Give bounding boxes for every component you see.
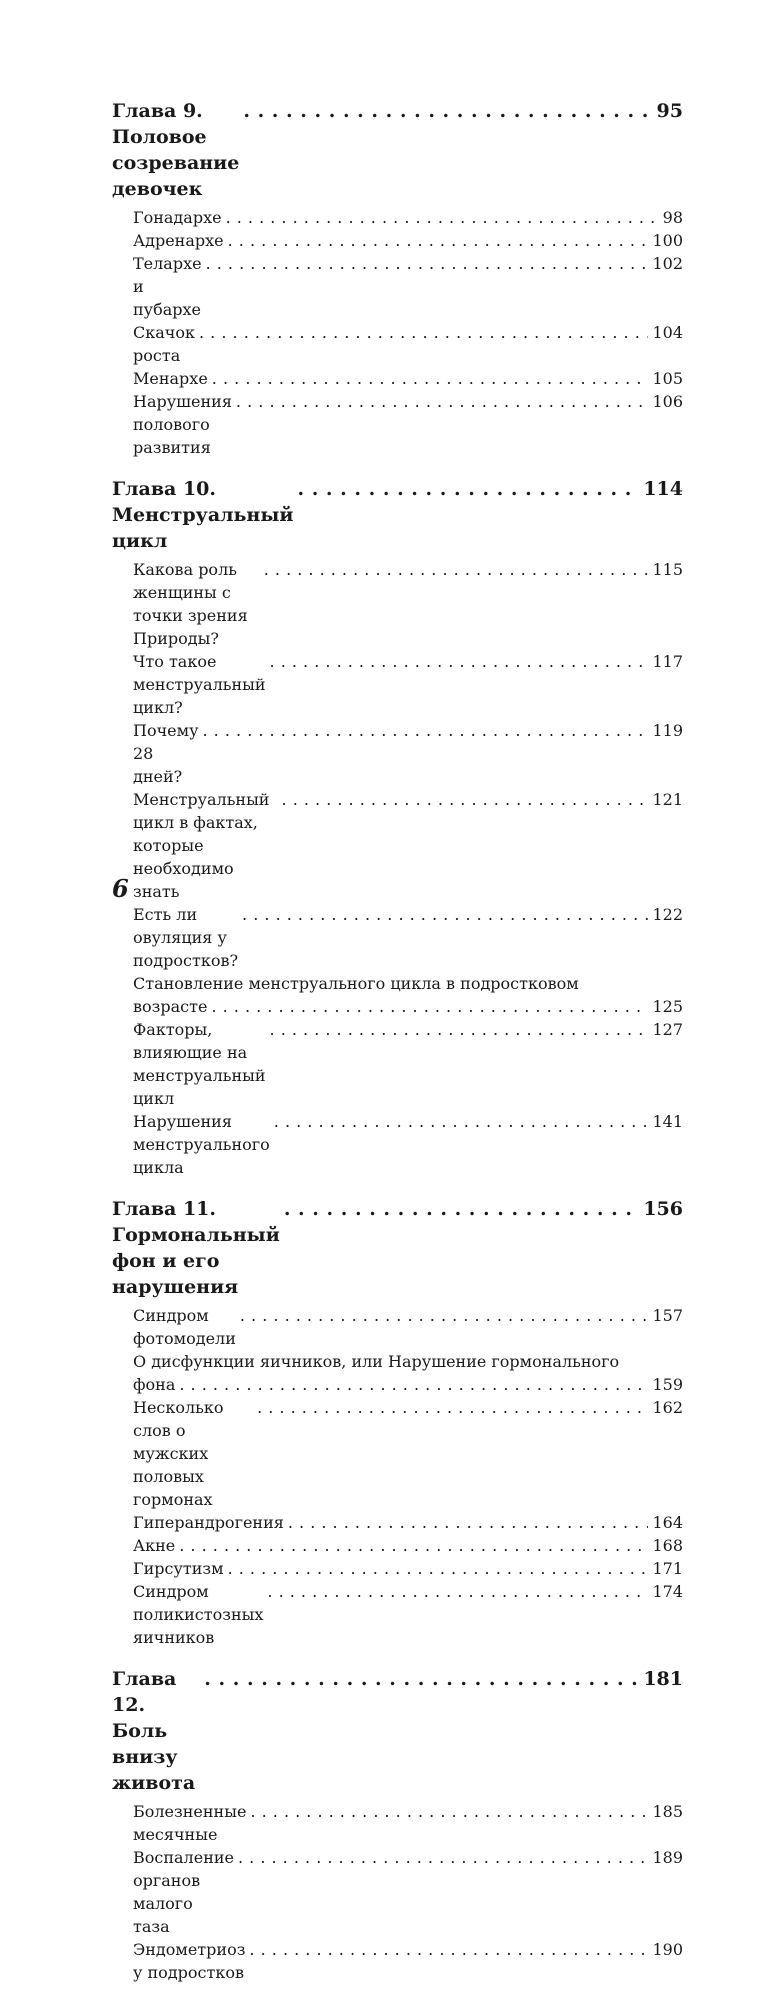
- toc-entry-page: 106: [652, 392, 683, 411]
- toc-entry[interactable]: [112, 1511, 683, 1534]
- toc-entry[interactable]: [112, 1534, 683, 1557]
- leader-dots: [212, 367, 649, 390]
- chapter-section: [112, 98, 683, 459]
- toc-entry[interactable]: [112, 995, 683, 1018]
- toc-entry-title: Эндометриоз у подростков: [133, 1940, 246, 1982]
- chapter-section: [112, 476, 683, 1179]
- chapter-title: Глава 11. Гормональный фон и его нарушения: [112, 1198, 280, 1298]
- toc-entry[interactable]: [112, 558, 683, 650]
- toc-entry-title: Нарушения менструального цикла: [133, 1112, 270, 1177]
- toc-entry[interactable]: [112, 1846, 683, 1938]
- toc-entry-page: 121: [652, 790, 683, 809]
- toc-entry-page: 174: [652, 1582, 683, 1601]
- chapter-heading[interactable]: [112, 1196, 683, 1300]
- toc-entry-title: Какова роль женщины с точки зрения Природы?: [133, 560, 248, 648]
- toc-entry-title: Гонадархе: [133, 208, 222, 227]
- toc-entry-title: Телархе и пубархе: [133, 254, 202, 319]
- toc-entry-page: 171: [652, 1559, 683, 1578]
- leader-dots: [267, 1580, 648, 1603]
- chapter-page: 156: [643, 1198, 683, 1220]
- leader-dots: [282, 788, 649, 811]
- toc-entry-first-line: Становление менструального цикла в подростковом: [133, 974, 579, 993]
- table-of-contents: [112, 98, 683, 2000]
- toc-entry-title: Синдром фотомодели: [133, 1306, 236, 1348]
- chapter-heading[interactable]: [112, 1666, 683, 1796]
- leader-dots: [257, 1396, 648, 1419]
- toc-entry-page: 162: [652, 1398, 683, 1417]
- toc-entry-title: Болезненные месячные: [133, 1802, 247, 1844]
- toc-entry-title: Менархе: [133, 369, 208, 388]
- toc-entry[interactable]: [112, 650, 683, 719]
- leader-dots: [270, 650, 649, 673]
- chapter-heading[interactable]: [112, 476, 683, 554]
- toc-entry-page: 119: [652, 721, 683, 740]
- toc-entry[interactable]: [112, 390, 683, 459]
- toc-entry-title: Скачок роста: [133, 323, 195, 365]
- toc-entry-page: 157: [652, 1306, 683, 1325]
- leader-dots: [249, 1938, 648, 1961]
- chapter-heading[interactable]: [112, 98, 683, 202]
- leader-dots: [203, 719, 649, 742]
- toc-entry[interactable]: [112, 1396, 683, 1511]
- toc-entry-title: Менструальный цикл в фактах, которые необходимо знать: [133, 790, 270, 901]
- chapter-title: Глава 9. Половое созревание девочек: [112, 100, 240, 200]
- toc-entry-page: 115: [652, 560, 683, 579]
- toc-entry-title: Нарушения полового развития: [133, 392, 232, 457]
- toc-entry-page: 98: [662, 208, 683, 227]
- toc-entry-page: 185: [652, 1802, 683, 1821]
- leader-dots: [240, 1304, 649, 1327]
- toc-entry-title: Гирсутизм: [133, 1559, 224, 1578]
- toc-entry-page: 104: [652, 323, 683, 342]
- toc-entry-title: Что такое менструальный цикл?: [133, 652, 266, 717]
- leader-dots: [228, 1557, 649, 1580]
- toc-entry[interactable]: [112, 229, 683, 252]
- leader-dots: [250, 1800, 648, 1823]
- toc-entry-page: 122: [652, 905, 683, 924]
- toc-entry-title: Почему 28 дней?: [133, 721, 199, 786]
- leader-dots: [228, 229, 649, 252]
- leader-dots: [274, 1110, 649, 1133]
- page-number: 6: [112, 874, 129, 903]
- toc-entry[interactable]: [112, 1800, 683, 1846]
- toc-entry[interactable]: [112, 1110, 683, 1179]
- toc-entry[interactable]: [112, 719, 683, 788]
- toc-entry-page: 102: [652, 254, 683, 273]
- toc-entry-title: фона: [133, 1375, 176, 1394]
- leader-dots: [226, 206, 659, 229]
- toc-entry-page: 125: [652, 997, 683, 1016]
- leader-dots: [179, 1373, 648, 1396]
- toc-entry-title: Синдром поликистозных яичников: [133, 1582, 264, 1647]
- toc-entry-title: Факторы, влияющие на менструальный цикл: [133, 1020, 266, 1108]
- toc-entry-page: 105: [652, 369, 683, 388]
- toc-entry[interactable]: [112, 903, 683, 972]
- toc-entry-page: 189: [652, 1848, 683, 1867]
- toc-entry-page: 168: [652, 1536, 683, 1555]
- chapter-page: 114: [643, 478, 683, 500]
- leader-dots: [270, 1018, 649, 1041]
- leader-dots: [236, 390, 649, 413]
- toc-entry-title: Воспаление органов малого таза: [133, 1848, 234, 1936]
- toc-entry-title: Гиперандрогения: [133, 1513, 284, 1532]
- toc-entry-title: Несколько слов о мужских половых гормонах: [133, 1398, 224, 1509]
- leader-dots: [179, 1534, 648, 1557]
- toc-entry-first-line: О дисфункции яичников, или Нарушение гормонального: [133, 1352, 620, 1371]
- chapter-title: Глава 12. Боль внизу живота: [112, 1668, 196, 1794]
- chapter-title: Глава 10. Менструальный цикл: [112, 478, 294, 552]
- toc-entry-page: 100: [652, 231, 683, 250]
- toc-entry-title: Есть ли овуляция у подростков?: [133, 905, 239, 970]
- toc-entry[interactable]: [112, 788, 683, 903]
- toc-entry-page: 190: [652, 1940, 683, 1959]
- toc-entry[interactable]: [112, 1938, 683, 1984]
- leader-dots: [211, 995, 648, 1018]
- toc-entry-title: Адренархе: [133, 231, 224, 250]
- toc-entry-page: 117: [652, 652, 683, 671]
- toc-entry[interactable]: [112, 1557, 683, 1580]
- leader-dots: [288, 1511, 649, 1534]
- leader-dots: [284, 1196, 640, 1222]
- toc-entry-page: 127: [652, 1020, 683, 1039]
- toc-entry-page: 141: [652, 1112, 683, 1131]
- leader-dots: [206, 252, 649, 275]
- toc-entry-page: 159: [652, 1375, 683, 1394]
- toc-entry[interactable]: [112, 206, 683, 229]
- leader-dots: [297, 476, 639, 502]
- chapter-page: 95: [656, 100, 683, 122]
- toc-entry-title: Акне: [133, 1536, 176, 1555]
- toc-entry[interactable]: [112, 1373, 683, 1396]
- leader-dots: [242, 903, 648, 926]
- chapter-section: [112, 1666, 683, 1984]
- toc-entry[interactable]: [112, 252, 683, 321]
- toc-entry[interactable]: [112, 321, 683, 367]
- toc-entry-page: 164: [652, 1513, 683, 1532]
- leader-dots: [243, 98, 652, 124]
- leader-dots: [199, 321, 648, 344]
- leader-dots: [238, 1846, 648, 1869]
- toc-entry[interactable]: [112, 367, 683, 390]
- chapter-page: 181: [643, 1668, 683, 1690]
- toc-entry-title: возрасте: [133, 997, 208, 1016]
- chapter-section: [112, 1196, 683, 1649]
- leader-dots: [264, 558, 649, 581]
- leader-dots: [204, 1666, 639, 1692]
- toc-entry[interactable]: [112, 1018, 683, 1110]
- toc-entry[interactable]: [112, 1580, 683, 1649]
- toc-entry[interactable]: [112, 1304, 683, 1350]
